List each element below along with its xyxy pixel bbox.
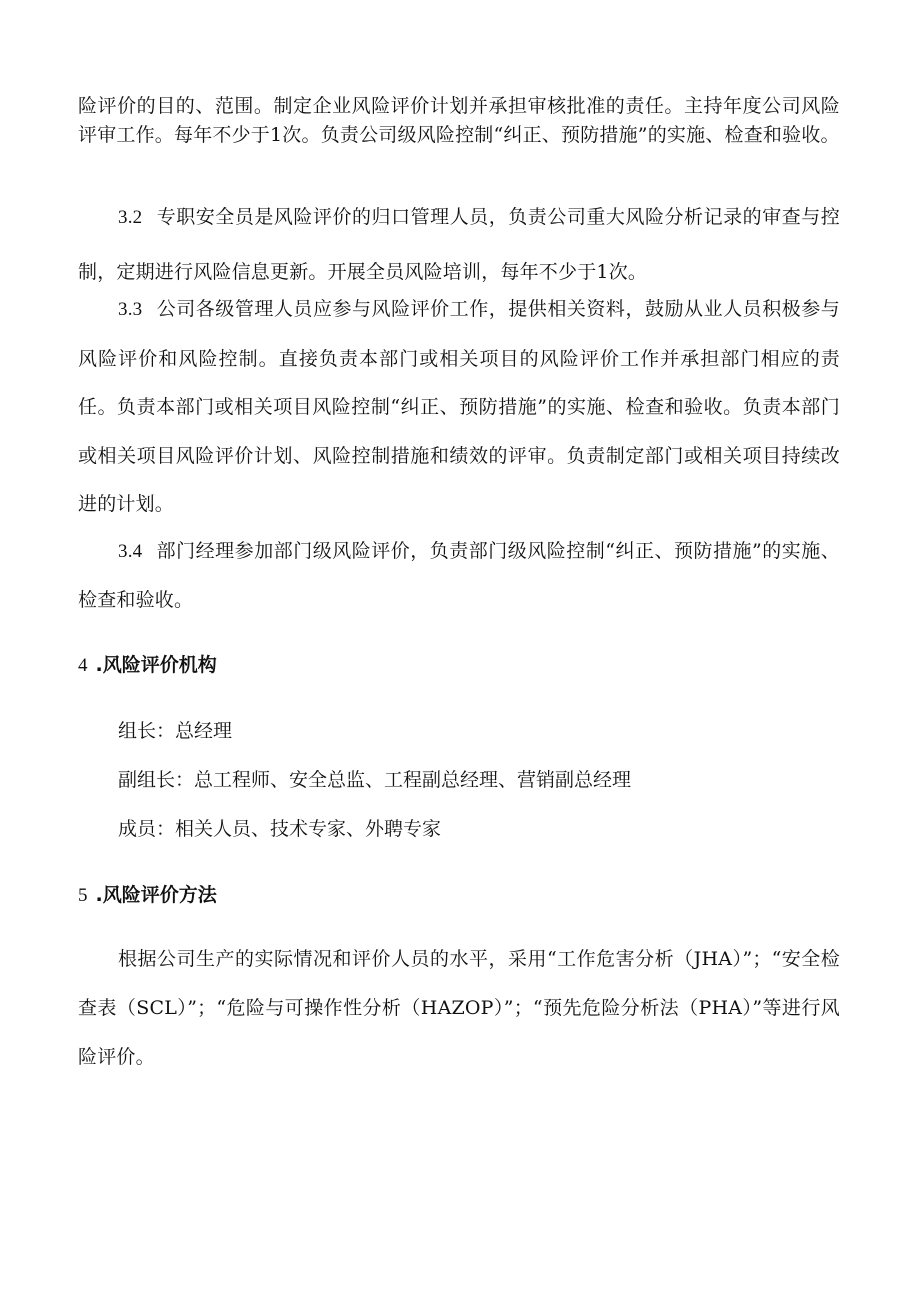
paragraph-3-4: [78, 527, 840, 624]
paragraph-continuation: 险评价的目的、范围。制定企业风险评价计划并承担审核批准的责任。主持年度公司风险评审工作。每年不少于1次。负责公司级风险控制“纠正、预防措施”的实施、检查和验收。: [78, 95, 840, 146]
section-title: .风险评价机构: [95, 654, 217, 676]
clause-text: 专职安全员是风险评价的归口管理人员，负责公司重大风险分析记录的审查与控制，定期进行风险信息更新。开展全员风险培训，每年不少于1次。: [78, 206, 840, 283]
section-5-heading: [78, 880, 217, 907]
member-deputy-leader: 副组长：总工程师、安全总监、工程副总经理、营销副总经理: [118, 769, 632, 791]
paragraph-3-3: [78, 285, 840, 529]
paragraph-section-5: 根据公司生产的实际情况和评价人员的水平，采用“工作危害分析（JHA）”；“安全检查表（SCL）”；“危险与可操作性分析（HAZOP）”；“预先危险分析法（PHA）”等进行风险评价。: [78, 948, 840, 1068]
member-leader: 组长：总经理: [118, 720, 233, 742]
section-number: 5: [78, 885, 88, 906]
clause-text: 公司各级管理人员应参与风险评价工作，提供相关资料，鼓励从业人员积极参与风险评价和风险控制。直接负责本部门或相关项目的风险评价工作并承担部门相应的责任。负责本部门或相关项目风险控制“纠正、预防措施”的实施、检查和验收。负责本部门或相关项目风险评价计划、风险控制措施和绩效的评审。负责制定部门或相关项目持续改进的计划。: [78, 298, 840, 515]
clause-text: 部门经理参加部门级风险评价，负责部门级风险控制“纠正、预防措施”的实施、检查和验收。: [78, 540, 840, 611]
section-4-heading: [78, 650, 217, 677]
section-number: 4: [78, 655, 88, 676]
section-title: .风险评价方法: [95, 884, 217, 906]
clause-number: 3.3: [118, 299, 143, 320]
paragraph-3-2: [78, 190, 840, 299]
clause-number: 3.2: [118, 207, 143, 228]
member-members: 成员：相关人员、技术专家、外聘专家: [118, 818, 442, 840]
clause-number: 3.4: [118, 541, 143, 562]
